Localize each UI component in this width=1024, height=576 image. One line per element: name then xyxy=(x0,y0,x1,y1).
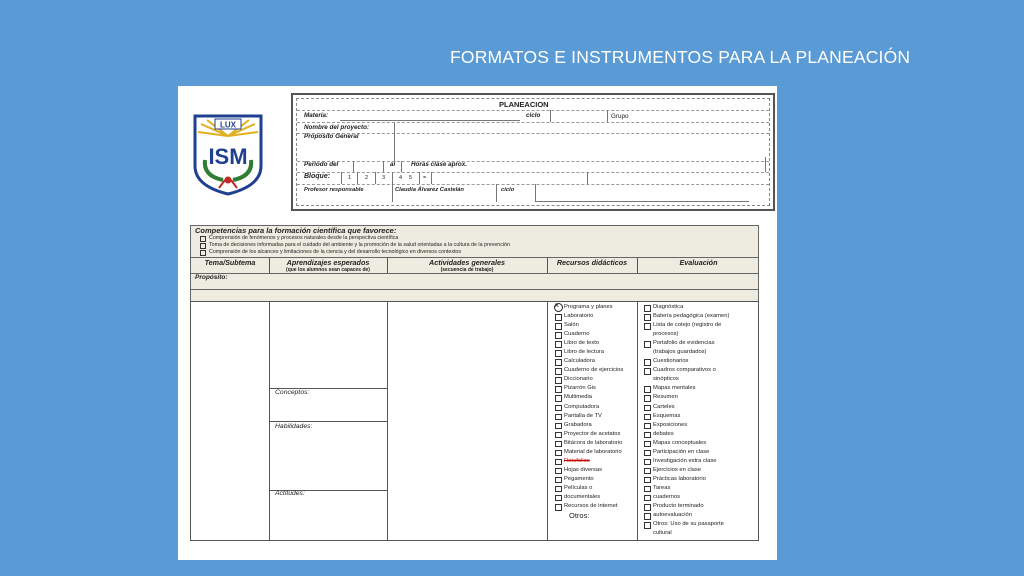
svg-text:ISM: ISM xyxy=(208,144,248,169)
list-item[interactable]: Participación en clase xyxy=(644,448,729,457)
competencia-item: Comprensión de fenómenos y procesos naturales desde la perspectiva científica xyxy=(209,235,399,241)
bloque-5: 5 xyxy=(409,175,413,181)
proposito-row xyxy=(190,274,759,290)
list-item[interactable]: Cuadros comparativos o xyxy=(644,366,729,375)
list-item[interactable]: Películas o xyxy=(555,484,623,493)
list-item[interactable]: Ejercicios en clase xyxy=(644,466,729,475)
grupo-label: Grupo xyxy=(611,113,629,120)
list-item[interactable]: Calculadora xyxy=(555,357,623,366)
list-item[interactable]: cuadernos xyxy=(644,493,729,502)
list-item: (trabajos guardados) xyxy=(653,349,707,356)
profesor-name: Claudia Álvarez Castelán xyxy=(395,187,464,193)
list-item[interactable]: Diccionario xyxy=(555,375,623,384)
list-item[interactable]: Proyector de acetatos xyxy=(555,430,623,439)
periodo-label: Periodo del xyxy=(304,161,339,168)
habilidades-label: Habilidades: xyxy=(275,423,313,430)
list-item[interactable]: Laboratorio xyxy=(555,312,623,321)
ism-logo-icon xyxy=(193,114,263,196)
list-item[interactable]: Investigación extra clase xyxy=(644,457,729,466)
bloque-3: 3 xyxy=(382,175,386,181)
competencias-box xyxy=(190,225,759,258)
bloque-6: = xyxy=(423,175,427,181)
evaluacion-list xyxy=(644,303,729,538)
list-item[interactable]: Libro de texto xyxy=(555,339,623,348)
ciclo-label: ciclo xyxy=(526,112,541,119)
proposito-general-label: Propósito General xyxy=(304,133,359,140)
list-item[interactable]: Bitácora de laboratorio xyxy=(555,439,623,448)
list-item[interactable]: Material de laboratorio xyxy=(555,448,623,457)
list-item[interactable]: Producto terminado xyxy=(644,502,729,511)
table-header xyxy=(190,258,759,274)
list-item[interactable]: Libro de lectura xyxy=(555,348,623,357)
bloque-4: 4 xyxy=(399,175,403,181)
list-item[interactable]: Mapas conceptuales xyxy=(644,439,729,448)
list-item[interactable]: Rotafolios xyxy=(555,457,623,466)
list-item[interactable]: Salón xyxy=(555,321,623,330)
list-item: procesos) xyxy=(653,331,679,338)
header-tema: Tema/Subtema xyxy=(204,258,256,267)
list-item[interactable]: Programa y planes × xyxy=(555,303,623,312)
list-item[interactable]: Diagnóstica xyxy=(644,303,729,312)
list-item: cultural xyxy=(653,530,672,537)
list-item[interactable]: Grabadora xyxy=(555,421,623,430)
bloque-2: 2 xyxy=(365,175,369,181)
recursos-list xyxy=(555,303,623,520)
list-item[interactable]: Batería pedagógica (examen) xyxy=(644,312,729,321)
list-item[interactable]: Cuestionarios xyxy=(644,357,729,366)
list-item: documentales xyxy=(555,493,623,502)
proposito-label: Propósito: xyxy=(195,274,228,281)
list-item[interactable]: Prácticas laboratorio xyxy=(644,475,729,484)
materia-label: Materia: xyxy=(304,112,329,119)
list-item[interactable]: Pegamento xyxy=(555,475,623,484)
list-item[interactable]: Esquemas xyxy=(644,412,729,421)
actitudes-label: Actitudes: xyxy=(275,490,305,497)
list-item[interactable]: Otros: Uso de su pasaporte xyxy=(644,520,729,529)
proyecto-label: Nombre del proyecto: xyxy=(304,124,370,131)
planeacion-box xyxy=(291,93,775,211)
bloque-label: Bloque: xyxy=(304,173,331,180)
list-item[interactable]: Cuaderno xyxy=(555,330,623,339)
competencia-item: Comprensión de los alcances y limitaciones de la ciencia y del desarrollo tecnológico en diversos contextos xyxy=(209,249,462,255)
planning-document xyxy=(178,86,777,560)
header-aprendizajes: Aprendizajes esperados (que los alumnos sean capaces de) xyxy=(286,258,370,273)
list-item[interactable]: Multimedia xyxy=(555,393,623,402)
list-item: sinópticos xyxy=(653,376,679,383)
bloque-1: 1 xyxy=(348,175,352,181)
list-item[interactable]: Portafolio de evidencias xyxy=(644,339,729,348)
list-item[interactable]: autoevaluación xyxy=(644,511,729,520)
slide-title: FORMATOS E INSTRUMENTOS PARA LA PLANEACIÓN xyxy=(450,47,911,67)
list-item[interactable]: Pantalla de TV xyxy=(555,412,623,421)
svg-text:LUX: LUX xyxy=(220,120,236,130)
list-item[interactable]: Carteles xyxy=(644,403,729,412)
list-item[interactable]: Exposiciones xyxy=(644,421,729,430)
header-actividades: Actividades generales (secuencia de trabajo) xyxy=(429,258,505,273)
profesor-label: Profesor responsable xyxy=(304,187,364,193)
conceptos-label: Conceptos: xyxy=(275,389,310,396)
list-item[interactable]: Mapas mentales xyxy=(644,384,729,393)
planeacion-title: PLANEACION xyxy=(499,100,549,109)
header-recursos: Recursos didácticos xyxy=(556,258,628,267)
list-item[interactable]: Cuaderno de ejercicios xyxy=(555,366,623,375)
table-body xyxy=(190,301,759,541)
header-evaluacion: Evaluación xyxy=(679,258,718,267)
list-item[interactable]: Tareas xyxy=(644,484,729,493)
list-item[interactable]: Recursos de internet xyxy=(555,502,623,511)
ciclo2-label: ciclo xyxy=(501,187,515,193)
list-item: Otros: xyxy=(569,511,590,521)
list-item[interactable]: Hojas diversas xyxy=(555,466,623,475)
horas-label: Horas clase aprox. xyxy=(411,161,468,168)
list-item[interactable]: Pizarrón Gis xyxy=(555,384,623,393)
list-item[interactable]: debates xyxy=(644,430,729,439)
competencia-item: Toma de decisiones informadas para el cuidado del ambiente y la promoción de la salud orientadas a la cultura de la prevención xyxy=(209,242,510,248)
competencias-title: Competencias para la formación científica que favorece: xyxy=(195,226,397,235)
list-item[interactable]: Computadora xyxy=(555,403,623,412)
list-item[interactable]: Lista de cotejo (registro de xyxy=(644,321,729,330)
al-label: al xyxy=(390,161,396,168)
list-item[interactable]: Resumen xyxy=(644,393,729,402)
